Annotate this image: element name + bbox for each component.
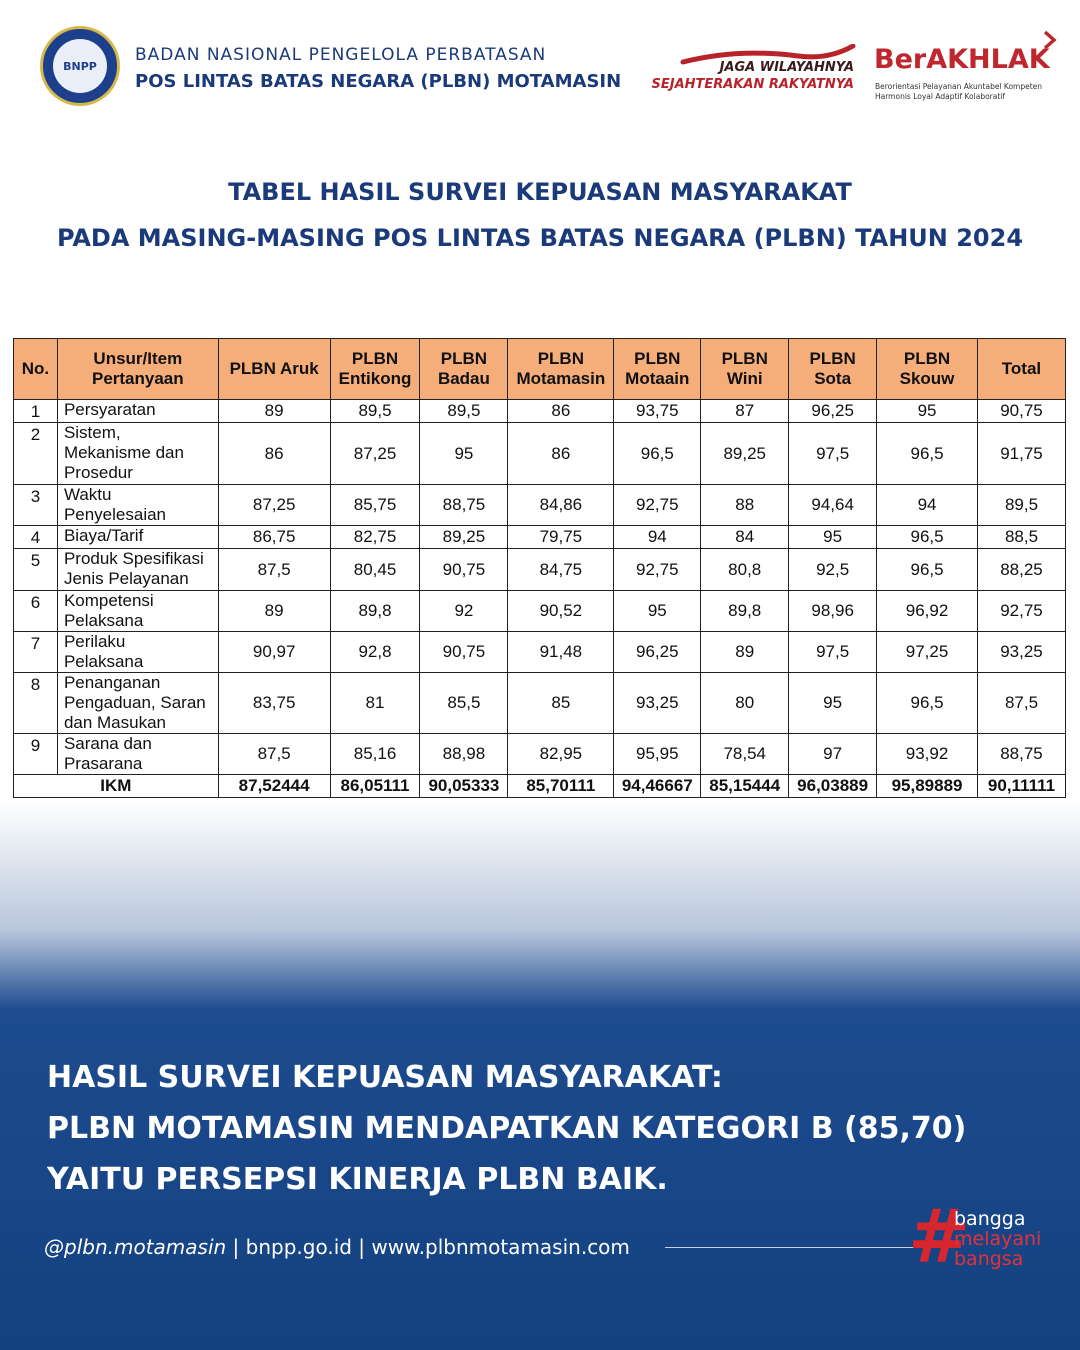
- row-value: 82,95: [508, 734, 614, 775]
- row-value: 98,96: [789, 591, 877, 632]
- table-header-row: [14, 339, 1066, 400]
- row-item: [57, 591, 218, 632]
- ikm-value: 94,46667: [614, 775, 701, 798]
- row-value: 89,5: [330, 400, 420, 423]
- ikm-value: 90,11111: [977, 775, 1065, 798]
- row-value: 88: [701, 485, 789, 526]
- berakhlak-brand: BerAKHLAK: [874, 44, 1050, 75]
- org-name: BADAN NASIONAL PENGELOLA PERBATASAN: [135, 45, 547, 65]
- row-number: 8: [14, 673, 58, 734]
- bangga-word-2: melayani: [954, 1228, 1042, 1250]
- ikm-value: 96,03889: [789, 775, 877, 798]
- motto-line-2: SEJAHTERAKAN RAKYATNYA: [651, 77, 854, 92]
- row-value: 81: [330, 673, 420, 734]
- row-value: 97: [789, 734, 877, 775]
- summary-line-1: HASIL SURVEI KEPUASAN MASYARAKAT:: [47, 1060, 723, 1095]
- bangga-word-3: bangsa: [954, 1248, 1024, 1270]
- row-number: 9: [14, 734, 58, 775]
- row-value: 96,25: [614, 632, 701, 673]
- row-value: 97,5: [789, 423, 877, 485]
- row-item: [57, 400, 218, 423]
- table-row: [14, 591, 1066, 632]
- motto-logo: [648, 44, 858, 99]
- row-value: 89,25: [420, 526, 508, 549]
- row-value: 93,25: [977, 632, 1065, 673]
- header-aruk: PLBN Aruk: [218, 339, 330, 400]
- row-value: 95: [420, 423, 508, 485]
- header-motamasin: PLBN Motamasin: [508, 339, 614, 400]
- berakhlak-tagline: [875, 82, 1042, 102]
- header-skouw: PLBN Skouw: [877, 339, 978, 400]
- row-value: 90,97: [218, 632, 330, 673]
- row-value: 95: [614, 591, 701, 632]
- header-item: Unsur/Item Pertanyaan: [57, 339, 218, 400]
- row-value: 89,25: [701, 423, 789, 485]
- row-item-line: dan Masukan: [63, 713, 167, 732]
- header-total: Total: [977, 339, 1065, 400]
- org-unit: POS LINTAS BATAS NEGARA (PLBN) MOTAMASIN: [135, 71, 622, 92]
- row-value: 88,75: [977, 734, 1065, 775]
- table-row: [14, 549, 1066, 591]
- table-row: [14, 632, 1066, 673]
- row-value: 92,75: [614, 485, 701, 526]
- row-value: 93,75: [614, 400, 701, 423]
- row-item-line: Mekanisme dan: [63, 443, 184, 462]
- row-value: 89: [701, 632, 789, 673]
- summary-line-2: PLBN MOTAMASIN MENDAPATKAN KATEGORI B (85,70): [47, 1111, 967, 1146]
- ikm-row: [14, 775, 1066, 798]
- bangga-melayani-logo: [906, 1194, 1056, 1280]
- row-item-line: Biaya/Tarif: [63, 526, 144, 545]
- row-value: 88,25: [977, 549, 1065, 591]
- row-item-line: Persyaratan: [63, 400, 156, 419]
- footer-separator: |: [351, 1235, 372, 1259]
- bangga-word-1: bangga: [954, 1208, 1026, 1230]
- row-value: 92,8: [330, 632, 420, 673]
- footer-separator: |: [226, 1235, 246, 1259]
- bnpp-logo: [40, 26, 120, 106]
- ikm-value: 86,05111: [330, 775, 420, 798]
- row-value: 94: [614, 526, 701, 549]
- row-value: 94: [877, 485, 978, 526]
- table-row: [14, 673, 1066, 734]
- summary-text: [47, 1052, 966, 1205]
- row-value: 96,25: [789, 400, 877, 423]
- row-item-line: Jenis Pelayanan: [63, 569, 189, 588]
- row-value: 91,48: [508, 632, 614, 673]
- row-value: 93,25: [614, 673, 701, 734]
- row-item-line: Pelaksana: [63, 652, 144, 671]
- berakhlak-tagline-2: Harmonis Loyal Adaptif Kolaboratif: [875, 92, 1006, 101]
- row-value: 92,75: [977, 591, 1065, 632]
- row-value: 85: [508, 673, 614, 734]
- row-value: 89,5: [977, 485, 1065, 526]
- header-badau: PLBN Badau: [420, 339, 508, 400]
- header-wini: PLBN Wini: [701, 339, 789, 400]
- row-number: 5: [14, 549, 58, 591]
- row-value: 95,95: [614, 734, 701, 775]
- row-item: [57, 734, 218, 775]
- row-value: 82,75: [330, 526, 420, 549]
- row-item: [57, 673, 218, 734]
- row-value: 87,25: [218, 485, 330, 526]
- row-value: 96,5: [877, 549, 978, 591]
- footer-links: [44, 1235, 630, 1259]
- row-value: 95: [877, 400, 978, 423]
- row-item-line: Penyelesaian: [63, 505, 167, 524]
- ikm-label: IKM: [14, 775, 219, 798]
- row-value: 86: [508, 400, 614, 423]
- row-value: 92,75: [614, 549, 701, 591]
- row-value: 84,86: [508, 485, 614, 526]
- row-item: [57, 423, 218, 485]
- row-value: 91,75: [977, 423, 1065, 485]
- row-value: 85,75: [330, 485, 420, 526]
- row-value: 86: [218, 423, 330, 485]
- row-value: 96,5: [614, 423, 701, 485]
- row-value: 83,75: [218, 673, 330, 734]
- row-value: 84,75: [508, 549, 614, 591]
- row-value: 86: [508, 423, 614, 485]
- row-number: 6: [14, 591, 58, 632]
- row-value: 79,75: [508, 526, 614, 549]
- row-value: 94,64: [789, 485, 877, 526]
- header-entikong: PLBN Entikong: [330, 339, 420, 400]
- row-value: 92,5: [789, 549, 877, 591]
- row-value: 87,5: [218, 549, 330, 591]
- row-value: 96,92: [877, 591, 978, 632]
- ikm-value: 85,70111: [508, 775, 614, 798]
- row-value: 90,75: [420, 632, 508, 673]
- hash-icon: #: [908, 1194, 971, 1280]
- berakhlak-tagline-1: Berorientasi Pelayanan Akuntabel Kompeten: [875, 82, 1043, 91]
- row-value: 85,5: [420, 673, 508, 734]
- bnpp-logo-text: BNPP: [53, 39, 107, 93]
- row-item: [57, 526, 218, 549]
- ikm-value: 90,05333: [420, 775, 508, 798]
- footer-divider: [665, 1247, 915, 1248]
- row-value: 86,75: [218, 526, 330, 549]
- berakhlak-logo: [872, 30, 1062, 105]
- row-value: 87,25: [330, 423, 420, 485]
- row-item: [57, 485, 218, 526]
- row-number: 2: [14, 423, 58, 485]
- row-value: 80,8: [701, 549, 789, 591]
- row-item-line: Produk Spesifikasi: [63, 549, 204, 568]
- row-item-line: Waktu: [63, 485, 112, 504]
- row-number: 4: [14, 526, 58, 549]
- plbn-site-link[interactable]: www.plbnmotamasin.com: [371, 1235, 630, 1259]
- survey-table: [13, 338, 1066, 798]
- row-item-line: Sarana dan: [63, 734, 152, 753]
- table-row: [14, 485, 1066, 526]
- row-value: 89,8: [701, 591, 789, 632]
- row-value: 95: [789, 673, 877, 734]
- row-value: 88,98: [420, 734, 508, 775]
- bnpp-site-link[interactable]: bnpp.go.id: [245, 1235, 352, 1259]
- row-value: 97,5: [789, 632, 877, 673]
- row-value: 85,16: [330, 734, 420, 775]
- row-number: 3: [14, 485, 58, 526]
- row-value: 88,75: [420, 485, 508, 526]
- row-item-line: Perilaku: [63, 632, 126, 651]
- row-value: 87,5: [977, 673, 1065, 734]
- row-item-line: Penanganan: [63, 673, 161, 692]
- row-item: [57, 549, 218, 591]
- social-handle-link[interactable]: @plbn.motamasin: [44, 1235, 227, 1259]
- row-value: 96,5: [877, 423, 978, 485]
- row-item-line: Sistem,: [63, 423, 121, 442]
- ikm-value: 87,52444: [218, 775, 330, 798]
- motto-line-1: JAGA WILAYAHNYA: [719, 60, 854, 75]
- row-value: 89,5: [420, 400, 508, 423]
- row-value: 96,5: [877, 673, 978, 734]
- header: [0, 0, 1080, 130]
- row-item-line: Kompetensi: [63, 591, 154, 610]
- header-sota: PLBN Sota: [789, 339, 877, 400]
- row-number: 7: [14, 632, 58, 673]
- row-value: 95: [789, 526, 877, 549]
- row-number: 1: [14, 400, 58, 423]
- row-value: 90,75: [977, 400, 1065, 423]
- page-title: TABEL HASIL SURVEI KEPUASAN MASYARAKAT: [228, 178, 852, 206]
- row-value: 89: [218, 400, 330, 423]
- row-item-line: Pengaduan, Saran: [63, 693, 206, 712]
- row-value: 90,52: [508, 591, 614, 632]
- row-value: 80: [701, 673, 789, 734]
- row-item: [57, 632, 218, 673]
- header-no: No.: [14, 339, 58, 400]
- header-motaain: PLBN Motaain: [614, 339, 701, 400]
- table-row: [14, 400, 1066, 423]
- row-value: 84: [701, 526, 789, 549]
- table-row: [14, 423, 1066, 485]
- row-value: 90,75: [420, 549, 508, 591]
- row-value: 88,5: [977, 526, 1065, 549]
- summary-line-3: YAITU PERSEPSI KINERJA PLBN BAIK.: [47, 1162, 668, 1197]
- row-value: 89,8: [330, 591, 420, 632]
- row-value: 87: [701, 400, 789, 423]
- ikm-value: 85,15444: [701, 775, 789, 798]
- row-value: 93,92: [877, 734, 978, 775]
- ikm-value: 95,89889: [877, 775, 978, 798]
- row-item-line: Prasarana: [63, 754, 143, 773]
- row-item-line: Prosedur: [63, 463, 133, 482]
- row-value: 97,25: [877, 632, 978, 673]
- row-item-line: Pelaksana: [63, 611, 144, 630]
- row-value: 89: [218, 591, 330, 632]
- table-row: [14, 526, 1066, 549]
- row-value: 80,45: [330, 549, 420, 591]
- row-value: 92: [420, 591, 508, 632]
- row-value: 96,5: [877, 526, 978, 549]
- row-value: 87,5: [218, 734, 330, 775]
- page-subtitle: PADA MASING-MASING POS LINTAS BATAS NEGARA (PLBN) TAHUN 2024: [56, 224, 1024, 252]
- row-value: 78,54: [701, 734, 789, 775]
- table-row: [14, 734, 1066, 775]
